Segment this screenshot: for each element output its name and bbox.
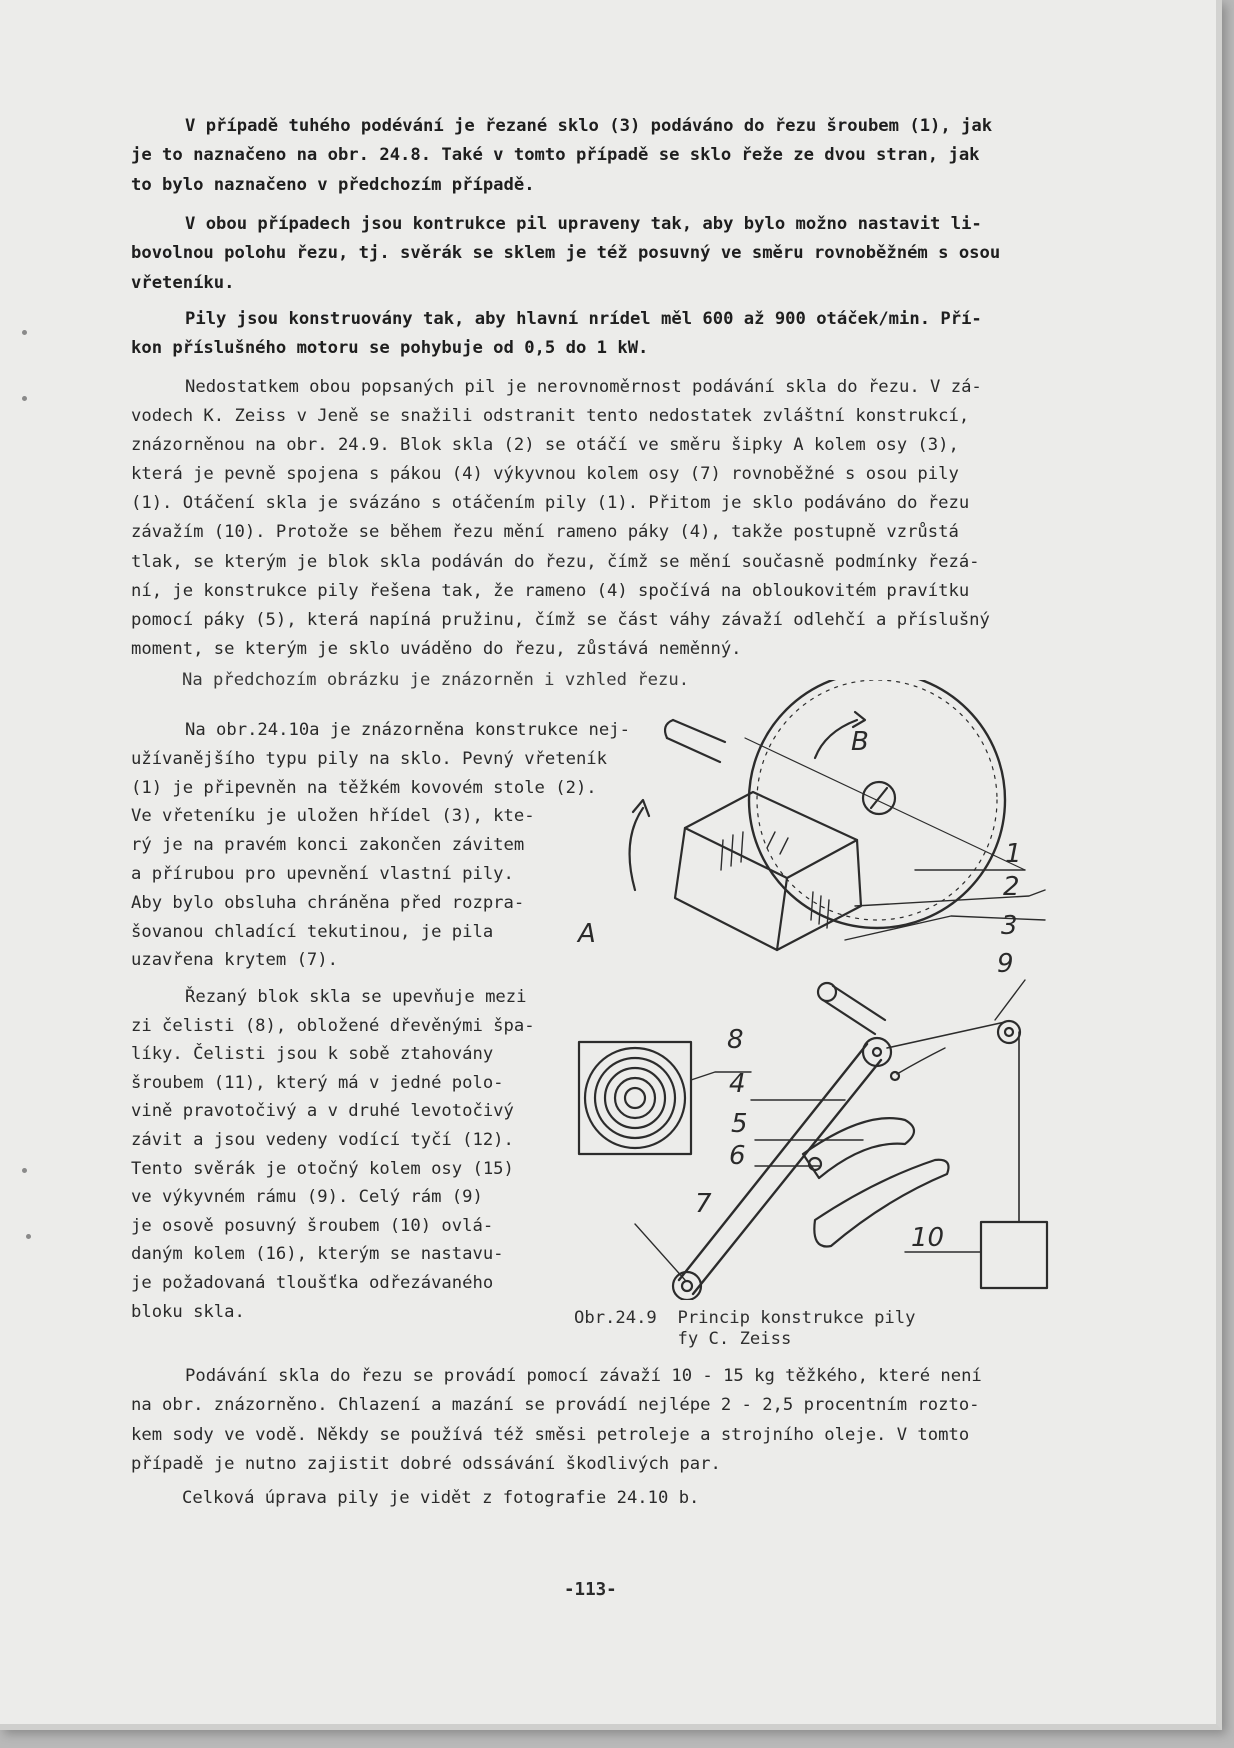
page-number: -113- xyxy=(564,1580,617,1600)
label-6: 6 xyxy=(729,1141,746,1171)
saw-diagram xyxy=(575,680,1075,1300)
paper-speck xyxy=(22,330,27,335)
paragraph-9: Celková úprava pily je vidět z fotografie 24.10 b. xyxy=(182,1488,700,1508)
paragraph-7: Řezaný blok skla se upevňuje mezi zi čelisti (8), obložené dřevěnými špa- líky. Čelisti jsou k sobě ztahovány šroubem (11), který má v jedné polo- vině pravotočivý a v druhé levotočivý závit a jsou vedeny vodící tyčí (12). Tento svěrák je otočný kolem osy (15) ve výkyvném rámu (9). Celý rám (9) je osově posuvný šroubem (10) ovlá- daným kolem (16), kterým se nastavu- je požadovaná tloušťka odřezávaného bloku skla. xyxy=(131,987,535,1322)
paragraph-3: Pily jsou konstruovány tak, aby hlavní nrídel měl 600 až 900 otáček/min. Pří- kon příslušného motoru se pohybuje od 0,5 do 1 kW. xyxy=(131,309,982,359)
label-2: 2 xyxy=(1003,872,1020,902)
label-4: 4 xyxy=(729,1069,746,1099)
label-3: 3 xyxy=(1001,911,1018,941)
paragraph-5: Na předchozím obrázku je znázorněn i vzhled řezu. xyxy=(182,670,690,690)
label-7: 7 xyxy=(695,1189,712,1219)
paragraph-1: V případě tuhého podévání je řezané sklo (3) podáváno do řezu šroubem (1), jak je to naznačeno na obr. 24.8. Také v tomto případě se sklo řeže ze dvou stran, jak to bylo naznačeno v předchozím případě. xyxy=(131,116,993,195)
paragraph-6: Na obr.24.10a je znázorněna konstrukce nej- užívanějšího typu pily na sklo. Pevný vřeteník (1) je připevněn na těžkém kovovém stole (2). Ve vřeteníku je uložen hřídel (3), kte- rý je na pravém konci zakončen závitem a přírubou pro upevnění vlastní pily. Aby bylo obsluha chráněna před rozpra- šovanou chladící tekutinou, je pila uzavřena krytem (7). xyxy=(131,720,630,971)
figure-saw-principle xyxy=(575,680,1075,1300)
label-A: A xyxy=(578,919,596,949)
paragraph-8: Podávání skla do řezu se provádí pomocí závaží 10 - 15 kg těžkého, které není na obr. znázorněno. Chlazení a mazání se provádí nejlépe 2 - 2,5 procentním rozto- kem sody ve vodě. Někdy se používá též směsi petroleje a strojního oleje. V tomto případě je nutno zajistit dobré odssávání škodlivých par. xyxy=(131,1366,982,1474)
label-B: B xyxy=(851,727,869,757)
label-10: 10 xyxy=(911,1223,945,1253)
label-5: 5 xyxy=(731,1109,748,1139)
paper-speck xyxy=(22,1168,27,1173)
figure-caption: Obr.24.9 Princip konstrukce pily fy C. Zeiss xyxy=(574,1308,916,1349)
paragraph-4: Nedostatkem obou popsaných pil je nerovnoměrnost podávání skla do řezu. V zá- vodech K. Zeiss v Jeně se snažili odstranit tento nedostatek zvláštní konstrukcí, znázorněnou na obr. 24.9. Blok skla (2) se otáčí ve směru šipky A kolem osy (3), která je pevně spojena s pákou (4) výkyvnou kolem osy (7) rovnoběžné s osou pily (1). Otáčení skla je svázáno s otáčením pily (1). Přitom je sklo podáváno do řezu závažím (10). Protože se během řezu mění rameno páky (4), takže postupně vzrůstá tlak, se kterým je blok skla podáván do řezu, čímž se mění současně podmínky řezá- ní, je konstrukce pily řešena tak, že rameno (4) spočívá na obloukovitém pravítku pomocí páky (5), která napíná pružinu, čímž se část váhy závaží odlehčí a příslušný moment, se kterým je sklo uváděno do řezu, zůstává neměnný. xyxy=(131,377,990,659)
label-8: 8 xyxy=(727,1025,744,1055)
label-9: 9 xyxy=(997,949,1014,979)
paragraph-2: V obou případech jsou kontrukce pil upraveny tak, aby bylo možno nastavit li- bovolnou polohu řezu, tj. svěrák se sklem je též posuvný ve směru rovnoběžném s osou vřeteníku. xyxy=(131,214,1001,293)
paper-speck xyxy=(22,396,27,401)
label-1: 1 xyxy=(1005,839,1022,869)
paper-speck xyxy=(26,1234,31,1239)
